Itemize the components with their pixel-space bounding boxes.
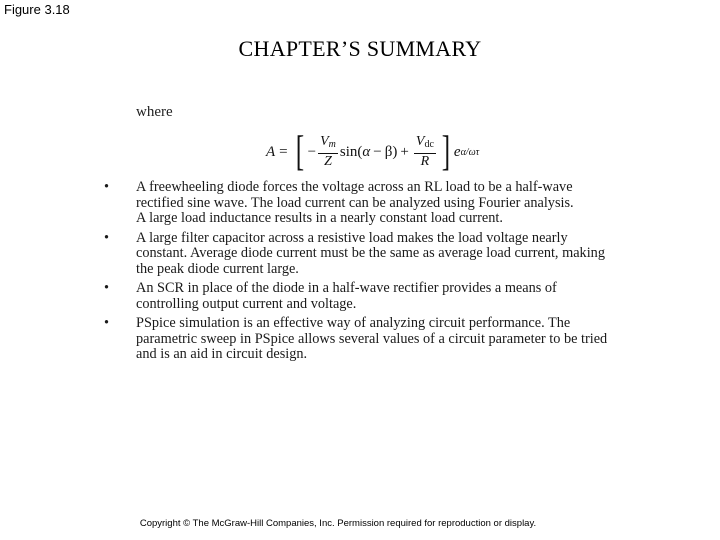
bullet-line: An SCR in place of the diode in a half-wave rectifier provides a means of bbox=[136, 280, 557, 296]
eq-minus: − bbox=[307, 143, 317, 160]
bullet-line: controlling output current and voltage. bbox=[136, 295, 357, 312]
equation: A = [ − $\frac{V_m}{Z}$ sin ( α − β ) + $\frac{V_{dc}}{R}$ ] e α/ωτ bbox=[266, 129, 480, 175]
bullet-icon: • bbox=[104, 280, 110, 296]
eq-frac2-den: R bbox=[420, 154, 430, 169]
bullet-line: the peak diode current large. bbox=[136, 260, 299, 277]
bullet-line: and is an aid in circuit design. bbox=[136, 346, 308, 362]
bullet-line: constant. Average diode current must be the same as average load current, making bbox=[136, 245, 605, 261]
eq-fraction-1 bbox=[318, 134, 338, 170]
right-bracket-icon: ] bbox=[441, 129, 451, 175]
bullet-icon: • bbox=[104, 315, 110, 331]
bullet-line: A large load inductance results in a nearly constant load current. bbox=[136, 210, 503, 226]
bullet-icon: • bbox=[104, 229, 110, 246]
eq-plus: + bbox=[400, 143, 409, 160]
eq-frac1-num-sub: m bbox=[328, 139, 336, 150]
summary-bullet-list bbox=[104, 180, 644, 367]
eq-frac1-num: V bbox=[320, 134, 329, 149]
eq-frac1-den: Z bbox=[324, 154, 332, 169]
bullet-line: A large filter capacitor across a resistive load makes the load voltage nearly bbox=[136, 229, 568, 246]
eq-frac2-num-sub: dc bbox=[424, 139, 434, 150]
eq-alpha: α bbox=[362, 143, 371, 160]
bullet-line: PSpice simulation is an effective way of analyzing circuit performance. The bbox=[136, 315, 571, 331]
where-text: where bbox=[136, 104, 173, 120]
page-title: CHAPTER’S SUMMARY bbox=[238, 36, 482, 61]
bullet-item bbox=[104, 281, 644, 312]
bullet-item bbox=[104, 316, 644, 363]
figure-label: Figure 3.18 bbox=[4, 2, 70, 17]
bullet-item bbox=[104, 180, 644, 227]
eq-exp-base: e bbox=[453, 143, 461, 160]
eq-arg-minus: − bbox=[373, 143, 382, 160]
bullet-icon: • bbox=[104, 179, 110, 195]
eq-fraction-2 bbox=[414, 134, 436, 170]
eq-exp-power: α/ωτ bbox=[460, 146, 480, 158]
bullet-item bbox=[104, 231, 644, 278]
bullet-line: A freewheeling diode forces the voltage across an RL load to be a half-wave bbox=[136, 179, 573, 195]
eq-equals: = bbox=[279, 143, 288, 160]
bullet-line: parametric sweep in PSpice allows several values of a circuit parameter to be tried bbox=[136, 330, 608, 347]
eq-lhs: A bbox=[266, 143, 276, 160]
eq-beta: β bbox=[384, 143, 393, 160]
eq-frac2-num: V bbox=[415, 134, 425, 149]
eq-sin: sin bbox=[339, 143, 358, 160]
left-bracket-icon: [ bbox=[295, 129, 304, 175]
copyright-footer: Copyright © The McGraw-Hill Companies, Inc. Permission required for reproduction or display. bbox=[139, 518, 537, 529]
bullet-line: rectified sine wave. The load current can be analyzed using Fourier analysis. bbox=[136, 194, 574, 211]
